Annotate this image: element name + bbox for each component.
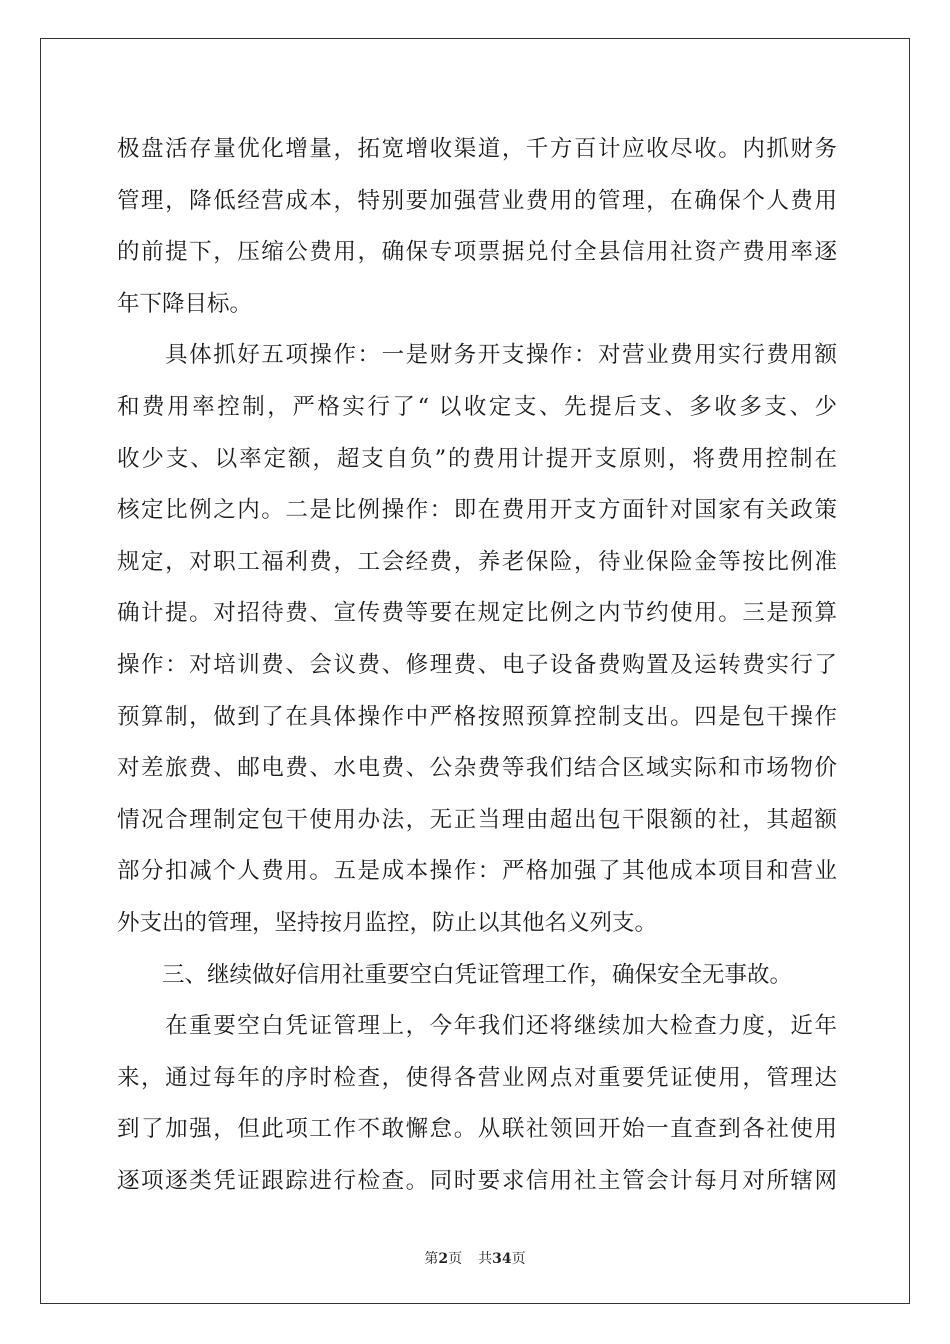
text-line: 操作：对培训费、会议费、修理费、电子设备费购置及运转费实行了 <box>117 651 837 678</box>
page-footer <box>0 1248 950 1268</box>
footer-total-prefix: 共 <box>478 1251 493 1267</box>
current-page-number: 2 <box>438 1251 449 1267</box>
text-line: 预算制，做到了在具体操作中严格按照预算控制支出。四是包干操作 <box>117 703 837 730</box>
text-line: 的前提下，压缩公费用，确保专项票据兑付全县信用社资产费用率逐 <box>117 239 837 266</box>
text-line: 对差旅费、邮电费、水电费、公杂费等我们结合区域实际和市场物价 <box>117 755 837 782</box>
text-line: 收少支、以率定额，超支自负”的费用计提开支原则，将费用控制在 <box>117 445 837 472</box>
text-line: 外支出的管理，坚持按月监控，防止以其他名义列支。 <box>117 909 658 936</box>
text-line: 规定，对职工福利费，工会经费，养老保险，待业保险金等按比例准 <box>117 548 837 575</box>
text-line: 管理，降低经营成本，特别要加强营业费用的管理，在确保个人费用 <box>117 187 837 214</box>
text-line: 确计提。对招待费、宣传费等要在规定比例之内节约使用。三是预算 <box>117 600 837 627</box>
text-line: 在重要空白凭证管理上，今年我们还将继续加大检查力度，近年 <box>117 1013 837 1040</box>
footer-page-suffix: 页 <box>448 1251 463 1267</box>
footer-prefix: 第 <box>424 1251 439 1267</box>
document-body <box>117 124 837 1207</box>
text-line: 情况合理制定包干使用办法，无正当理由超出包干限额的社，其超额 <box>117 806 837 833</box>
text-line: 部分扣减个人费用。五是成本操作：严格加强了其他成本项目和营业 <box>117 858 837 885</box>
footer-total-suffix: 页 <box>511 1251 526 1267</box>
text-line: 来，通过每年的序时检查，使得各营业网点对重要凭证使用，管理达 <box>117 1064 837 1091</box>
text-line: 年下降目标。 <box>117 290 253 317</box>
text-line: 到了加强，但此项工作不敢懈怠。从联社领回开始一直查到各社使用 <box>117 1116 837 1143</box>
text-line: 具体抓好五项操作：一是财务开支操作：对营业费用实行费用额 <box>117 342 837 369</box>
text-line: 和费用率控制，严格实行了“ 以收定支、先提后支、多收多支、少 <box>117 393 837 420</box>
text-line: 极盘活存量优化增量，拓宽增收渠道，千方百计应收尽收。内抓财务 <box>117 136 837 162</box>
text-line: 逐项逐类凭证跟踪进行检查。同时要求信用社主管会计每月对所辖网 <box>117 1167 837 1194</box>
text-line: 核定比例之内。二是比例操作：即在费用开支方面针对国家有关政策 <box>117 497 837 524</box>
section-heading: 三、继续做好信用社重要空白凭证管理工作，确保安全无事故。 <box>117 961 793 988</box>
total-page-count: 34 <box>492 1251 512 1267</box>
